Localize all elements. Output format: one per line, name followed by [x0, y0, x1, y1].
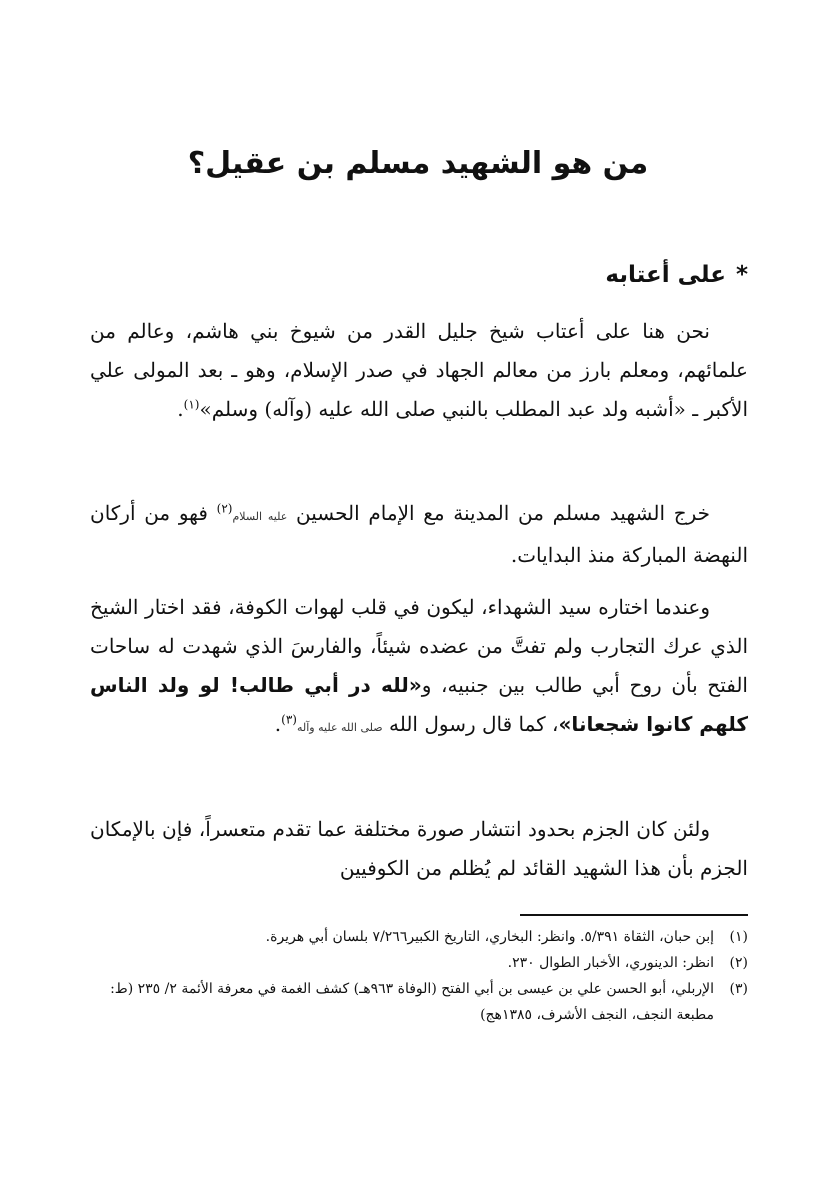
paragraph-3 — [90, 588, 748, 747]
paragraph-4 — [90, 810, 748, 888]
honorific-glyph: صلى الله عليه وآله — [296, 721, 383, 734]
paragraph-2-tail: فهو من أركان النهضة المباركة منذ البدايات. — [90, 501, 748, 567]
asterisk-icon: * — [735, 262, 748, 288]
footnote-3 — [90, 976, 748, 1028]
section-heading — [605, 255, 748, 295]
footnote-number: (٣) — [729, 981, 748, 997]
paragraph-2-text: خرج الشهيد مسلم من المدينة مع الإمام الحسين — [296, 501, 711, 525]
footnote-ref-1: (١) — [183, 397, 200, 412]
footnote-text: إبن حبان، الثقاة ٥/٣٩١. وانظر: البخاري، التاريخ الكبير٧/٢٦٦ بلسان أبي هريرة. — [265, 929, 714, 945]
paragraph-3-end: . — [274, 712, 282, 736]
footnote-divider — [520, 914, 748, 916]
footnote-2 — [90, 950, 748, 976]
paragraph-1-end: . — [177, 397, 184, 421]
honorific-glyph: عليه السلام — [232, 510, 288, 523]
footnote-1 — [90, 924, 748, 950]
paragraph-3-text: وعندما اختاره سيد الشهداء، ليكون في قلب لهوات الكوفة، فقد اختار الشيخ الذي عرك التجارب ولم تفتَّ من عضده شيئاً، والفارسَ الذي شهدت له ساحات الفتح بأن روح أبي طالب بين جنبيه، و — [90, 595, 748, 697]
footnotes-list — [90, 924, 748, 1028]
footnote-ref-3: (٣) — [281, 712, 297, 727]
section-heading-text: على أعتابه — [605, 262, 726, 288]
paragraph-1-text: نحن هنا على أعتاب شيخ جليل القدر من شيوخ بني هاشم، وعالم من علمائهم، ومعلم بارز من معالم الجهاد في صدر الإسلام، وهو ـ بعد المولى علي الأكبر ـ «أشبه ولد عبد المطلب بالنبي صلى الله عليه (وآله) وسلم» — [90, 319, 748, 421]
paragraph-1 — [90, 312, 748, 429]
quote-bold: «لله در أبي طالب! لو ولد الناس كلهم كانوا شجعانا» — [90, 673, 748, 736]
footnote-text: الإربلي، أبو الحسن علي بن عيسى بن أبي الفتح (الوفاة ٩٦٣هـ) كشف الغمة في معرفة الأئمة ٢/ ٢٣٥ (ط: مطبعة النجف، النجف الأشرف، ١٣٨٥هج) — [110, 981, 714, 1023]
footnote-number: (١) — [729, 929, 748, 945]
footnote-text: انظر: الدينوري، الأخبار الطوال ٢٣٠. — [507, 955, 714, 971]
footnote-number: (٢) — [729, 955, 748, 971]
footnote-ref-2: (٢) — [216, 501, 233, 516]
paragraph-4-text: ولئن كان الجزم بحدود انتشار صورة مختلفة عما تقدم متعسراً، فإن بالإمكان الجزم بأن هذا الشهيد القائد لم يُظلم من الكوفيين — [90, 817, 748, 880]
paragraph-2 — [90, 494, 748, 575]
page-title: من هو الشهيد مسلم بن عقيل؟ — [187, 146, 649, 181]
paragraph-3-tail: ، كما قال رسول الله — [388, 712, 559, 736]
